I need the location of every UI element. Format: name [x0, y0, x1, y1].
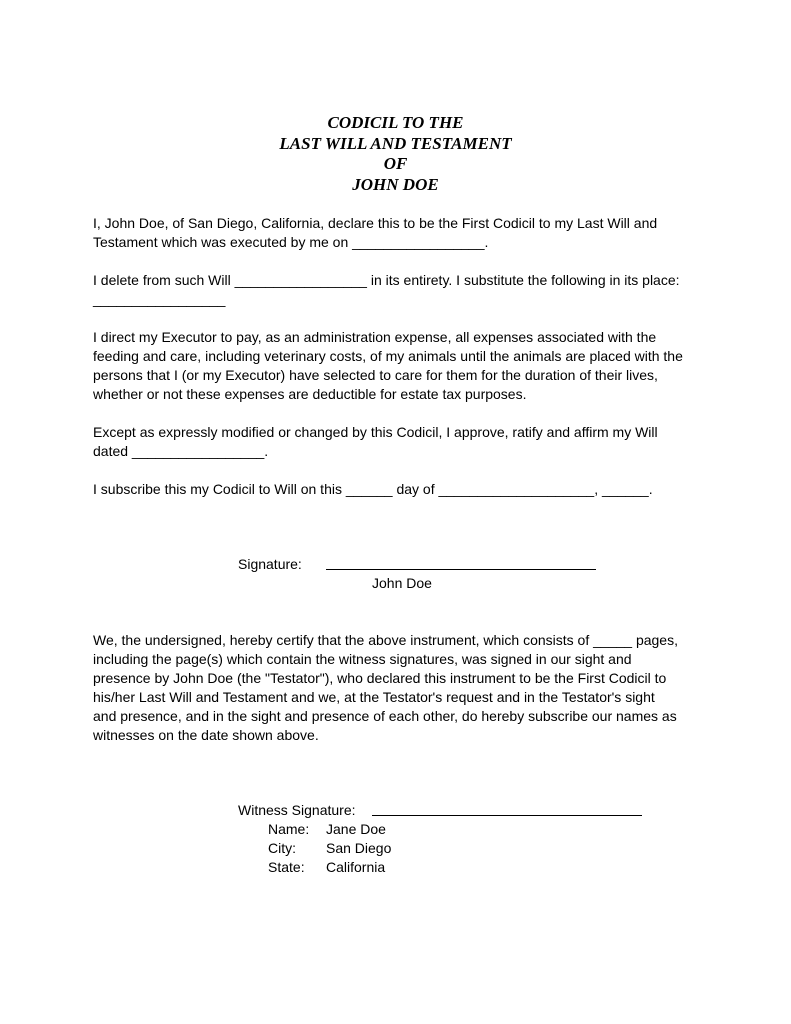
- certification-line-5: and presence, and in the sight and presence of each other, do hereby subscribe our names as: [93, 708, 677, 724]
- witness-name-value: Jane Doe: [326, 821, 386, 837]
- delete-line-1: I delete from such Will _________________ in its entirety. I substitute the following in its place:: [93, 272, 680, 288]
- witness-city-value: San Diego: [326, 840, 392, 856]
- witness-state-label: State:: [268, 859, 305, 875]
- witness-state-row: [268, 858, 385, 877]
- certification-paragraph: [93, 631, 703, 745]
- witness-name-label: Name:: [268, 821, 310, 837]
- title-line-4: JOHN DOE: [352, 174, 439, 194]
- executor-line-1: I direct my Executor to pay, as an administration expense, all expenses associated with the: [93, 329, 657, 345]
- witness-city-label: City:: [268, 840, 296, 856]
- signature-label: Signature:: [238, 556, 302, 572]
- witness-signature-label: Witness Signature:: [238, 802, 356, 818]
- document-title: [0, 113, 791, 195]
- declaration-line-1: I, John Doe, of San Diego, California, declare this to be the First Codicil to my Last Will and: [93, 215, 658, 231]
- witness-name-row: [268, 820, 386, 839]
- declaration-line-2: Testament which was executed by me on _________________.: [93, 234, 489, 250]
- signature-line[interactable]: [326, 569, 596, 570]
- subscribe-paragraph: [93, 480, 703, 499]
- subscribe-line-1: I subscribe this my Codicil to Will on this ______ day of ____________________, ______.: [93, 481, 653, 497]
- delete-line-2: _________________: [93, 291, 226, 307]
- certification-line-4: his/her Last Will and Testament and we, at the Testator's request and in the Testator's sight: [93, 689, 655, 705]
- affirm-line-1: Except as expressly modified or changed by this Codicil, I approve, ratify and affirm my Will: [93, 424, 658, 440]
- affirm-paragraph: [93, 423, 703, 461]
- executor-paragraph: [93, 328, 703, 404]
- title-line-1: CODICIL TO THE: [327, 113, 464, 132]
- title-line-3: OF: [383, 154, 408, 173]
- executor-line-2: feeding and care, including veterinary costs, of my animals until the animals are placed with the: [93, 348, 683, 364]
- title-line-2: LAST WILL AND TESTAMENT: [279, 133, 512, 153]
- signer-name: John Doe: [372, 575, 432, 591]
- affirm-line-2: dated _________________.: [93, 443, 269, 459]
- certification-line-2: including the page(s) which contain the witness signatures, was signed in our sight and: [93, 651, 632, 667]
- certification-line-6: witnesses on the date shown above.: [93, 727, 319, 743]
- witness-city-row: [268, 839, 391, 858]
- executor-line-3: persons that I (or my Executor) have selected to care for them for the duration of their lives,: [93, 367, 658, 383]
- delete-paragraph: [93, 271, 703, 309]
- certification-line-3: presence by John Doe (the "Testator"), who declared this instrument to be the First Codicil to: [93, 670, 667, 686]
- certification-line-1: We, the undersigned, hereby certify that the above instrument, which consists of _____ pages,: [93, 632, 678, 648]
- witness-state-value: California: [326, 859, 386, 875]
- executor-line-4: whether or not these expenses are deductible for estate tax purposes.: [93, 386, 527, 402]
- declaration-paragraph: [93, 214, 703, 252]
- witness-signature-line[interactable]: [372, 815, 642, 816]
